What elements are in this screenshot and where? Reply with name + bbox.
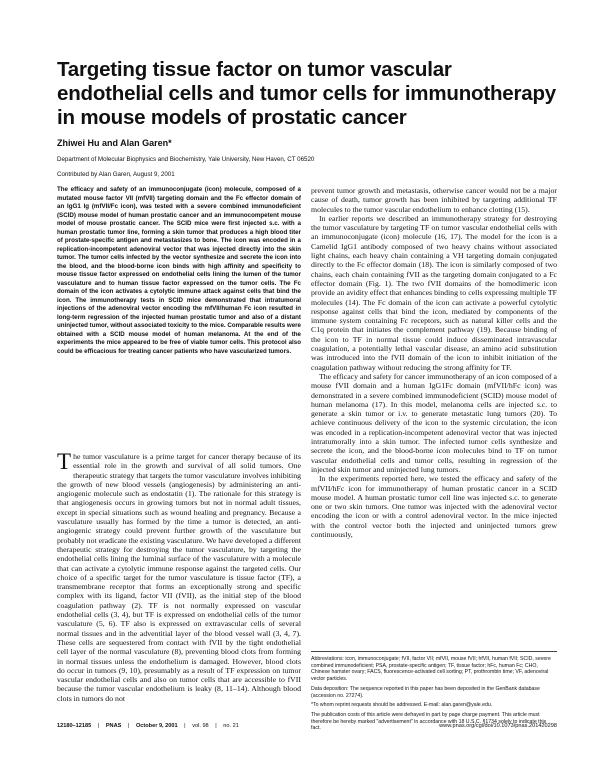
author-line: Zhiwei Hu and Alan Garen*	[57, 138, 172, 148]
affiliation: Department of Molecular Biophysics and Biochemistry, Yale University, New Haven, CT 06520	[57, 156, 315, 163]
footer-separator: |	[215, 723, 217, 729]
contributed-line: Contributed by Alan Garen, August 9, 2001	[57, 171, 175, 178]
footer-doi-link[interactable]: www.pnas.org/cgi/doi/10.1073/pnas.201420298	[439, 723, 557, 729]
body-left-column	[57, 449, 301, 703]
footnote-publication-costs: The publication costs of this article were defrayed in part by page charge payment. This article must therefore be hereby marked "advertisement" in accordance with 18 U.S.C. §1734 solely to indicate this fact.	[311, 711, 547, 732]
abstract: The efficacy and safety of an immunoconjugate (icon) molecule, composed of a mutated mouse factor VII (mfVII) targeting domain and the Fc effector domain of an IgG1 Ig (mfVII/Fc icon), was tested with a severe combined immunodeficient (SCID) mouse model of human prostatic cancer and an immunocompetent mouse model of mouse prostatic cancer. The SCID mice were first injected s.c. with a human prostatic tumor line, forming a skin tumor that produces a high blood titer of prostate-specific antigen and metastasizes to bone. The icon was encoded in a replication-incompetent adenoviral vector that was injected directly into the skin tumor. The tumor cells infected by the vector synthesize and secrete the icon into the blood, and the blood-borne icon binds with high affinity and specificity to mouse tissue factor expressed on endothelial cells lining the lumen of the tumor vasculature and to human tissue factor expressed on the tumor cells. The Fc domain of the icon activates a cytolytic immune attack against cells that bind the icon. The immunotherapy tests in SCID mice demonstrated that intratumoral injections of the adenoviral vector encoding the mfVII/human Fc icon resulted in long-term regression of the injected human prostatic tumor and also of a distant uninjected tumor, without associated toxicity to the mice. Comparable results were obtained with a SCID mouse model of human melanoma. At the end of the experiments the mice appeared to be free of viable tumor cells. This protocol also could be efficacious for treating cancer patients who have vascularized tumors.	[57, 186, 301, 355]
footer-separator: |	[127, 723, 130, 729]
footnote-reprints: *To whom reprint requests should be addressed. E-mail: alan.garen@yale.edu.	[311, 702, 493, 709]
footnote-data-deposition: Data deposition: The sequence reported in this paper has been deposited in the GenBank database (accession no. 27274).	[311, 685, 540, 699]
intro-paragraph	[57, 449, 301, 703]
article-title: Targeting tissue factor on tumor vascular endothelial cells and tumor cells for immunotherapy in mouse models of prostatic cancer	[57, 58, 556, 129]
paragraph-earlier-reports: In earlier reports we described an immunotherapy strategy for destroying the tumor vasculature by targeting TF on tumor vascular endothelial cells with an immunoconjugate (icon) molecule (16, 17). The model for the icon is a Camelid IgG1 antibody composed of two heavy chains without associated light chains, each heavy chain containing a VH targeting domain conjugated directly to the Fc effector domain (18). The icon is similarly composed of two chains, each chain containing fVII as the targeting domain conjugated to a Fc effector domain (Fig. 1). The two fVII domains of the homodimeric icon provide an avidity effect that enhances binding to cells expressing multiple TF molecules (14). The Fc domain of the icon can activate a powerful cytolytic response against cells that bind the icon, mediated by components of the immune system containing Fc receptors, such as natural killer cells and the C1q protein that initiates the complement pathway (19). Because binding of the icon to TF in normal tissue could induce disseminated intravascular coagulation, a potentially lethal vascular disease, an amino acid substitution was introduced into the fVII domain of the icon to inhibit initiation of the coagulation pathway without reducing the strong affinity for TF.	[311, 213, 557, 372]
footnote-abbreviations: Abbreviations: icon, immunoconjugate; fVII, factor VII; mfVII, mouse fVII; hfVII, human fVII; SCID, severe combined immunodeficient; PSA, prostate-specific antigen; TF, tissue factor; hFc, human Fc; CHO, Chinese hamster ovary; FACS, fluorescence-activated cell sorting; PT, prothrombin time; VF, adenoviral vector particles.	[311, 656, 551, 683]
footer-issue: no. 21	[223, 723, 239, 729]
footer-volume: vol. 98	[192, 723, 209, 729]
footer-citation	[57, 723, 239, 729]
footer-journal: PNAS	[105, 723, 122, 729]
body-right-column	[311, 186, 557, 539]
intro-text: he tumor vasculature is a prime target for cancer therapy because of its essential role in the growth and survival of all solid tumors. One therapeutic strategy that targets the tumor vasculature involves inhibiting the growth of new blood vessels (angiogenesis) by administering an anti-angiogenic molecule such as endostatin (1). The rationale for this strategy is that angiogenesis occurs in growing tumors but not in normal adult tissues, except in special situations such as wound healing and pregnancy. Because a vasculature usually has formed by the time a tumor is detected, an anti-angiogenic strategy could prevent further growth of the vasculature but probably not eradicate the existing vasculature. We have developed a different therapeutic strategy for destroying the tumor vasculature, by targeting the endothelial cells lining the luminal surface of the vasculature with a molecule that can activate a cytolytic immune response against the targeted cells. Our choice of a specific target for the tumor vasculature is tissue factor (TF), a transmembrane receptor that forms an exceptionally strong and specific complex with its ligand, factor VII (fVII), as the initial step of the blood coagulation pathway (2). TF is not normally expressed on vascular endothelial cells (3, 4), but TF is expressed on endothelial cells of the tumor vasculature (5, 6). TF also is expressed on extravascular cells of several normal tissues and in the adventitial layer of the blood vessel wall (3, 4, 7). These cells are sequestered from contact with fVII by the tight endothelial cell layer of the normal vasculature (8), preventing blood clots from forming in normal tissues unless the endothelium is damaged. However, blood clots do occur in tumors (9, 10), presumably as a result of TF expression on tumor vascular endothelial cells and also on tumor cells that are accessible to fVII because the tumor vascular endothelium is leaky (8, 11–14). Although blood clots in tumors do not	[57, 452, 301, 703]
paragraph-efficacy: The efficacy and safety for cancer immunotherapy of an icon composed of a mouse fVII domain and a human IgG1Fc domain (mfVII/hFc icon) was demonstrated in a severe combined immunodeficient (SCID) mouse model of human melanoma (17). In this model, melanoma cells are injected s.c. to generate a skin tumor or i.v. to generate metastatic lung tumors (20). To achieve continuous delivery of the icon to the systemic circulation, the icon was encoded in a replication-incompetent adenoviral vector that was injected intratumorally into a skin tumor. The infected tumor cells synthesize and secrete the icon, and the blood-borne icon molecules bind to TF on tumor vascular endothelial cells and tumor cells, resulting in regression of the injected skin tumor and uninjected lung tumors.	[311, 371, 557, 474]
footer-separator: |	[184, 723, 186, 729]
paragraph-experiments: In the experiments reported here, we tested the efficacy and safety of the mfVII/hFc icon for immunotherapy of human prostatic cancer in a SCID mouse model. A human prostatic tumor cell line was injected s.c. to generate one or two skin tumors. One tumor was injected with the adenoviral vector encoding the icon or with a control adenoviral vector. In the mice injected with the control vector both the injected and uninjected tumors grew continuously,	[311, 474, 557, 539]
paragraph-continued: prevent tumor growth and metastasis, otherwise cancer would not be a major cause of death, tumor growth has been inhibited by targeting additional TF molecules to the tumor vascular endothelium to enhance clotting (15).	[311, 186, 557, 214]
footer-date: October 9, 2001	[135, 723, 178, 729]
drop-cap: T	[57, 449, 72, 474]
footer-pages: 12180–12185	[57, 723, 92, 729]
footer-separator: |	[97, 723, 100, 729]
